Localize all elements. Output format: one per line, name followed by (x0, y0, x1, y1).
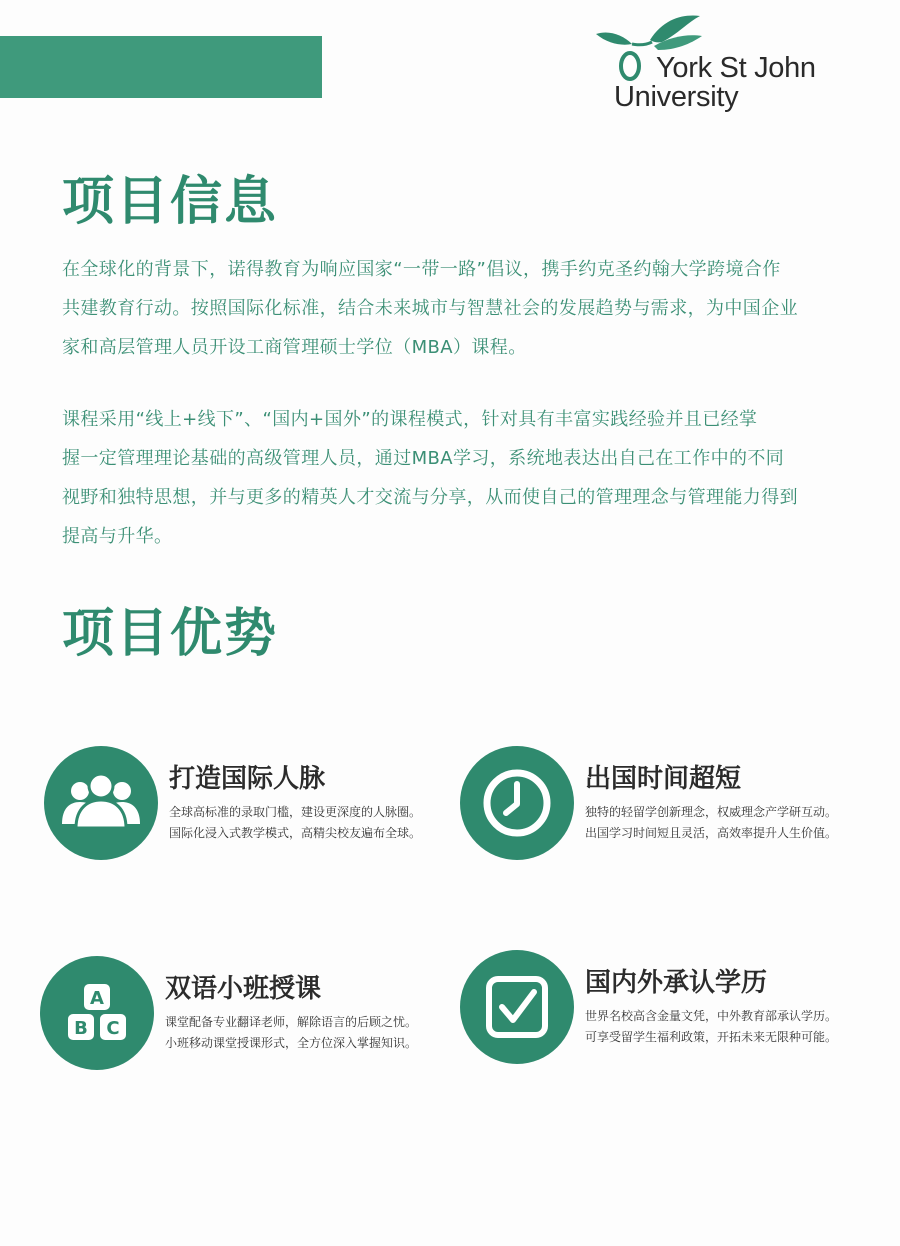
logo-wordmark (614, 54, 816, 112)
intro-paragraph-2 (62, 400, 842, 556)
paragraph-line: 提高与升华。 (62, 526, 173, 547)
project-info-title: 项目信息 (62, 172, 279, 232)
feature-title: 国内外承认学历 (585, 968, 768, 998)
feature-short-abroad-time (460, 746, 880, 866)
feature-line: 国际化浸入式教学模式，高精尖校友遍布全球。 (169, 826, 422, 840)
top-banner-bar (0, 36, 322, 98)
feature-description (165, 1012, 417, 1054)
project-info-body (62, 250, 842, 556)
feature-recognized-degree (460, 950, 880, 1070)
feature-description (585, 802, 837, 844)
feature-title: 出国时间超短 (585, 764, 742, 794)
paragraph-line: 家和高层管理人员开设工商管理硕士学位（MBA）课程。 (62, 337, 527, 358)
logo-name-line2: University (614, 81, 739, 113)
intro-paragraph-1 (62, 250, 842, 367)
feature-description (585, 1006, 837, 1048)
paragraph-line: 视野和独特思想，并与更多的精英人才交流与分享，从而使自己的管理理念与管理能力得到 (62, 487, 798, 508)
feature-title: 双语小班授课 (165, 974, 322, 1004)
paragraph-line: 在全球化的背景下，诺得教育为响应国家“一带一路”倡议，携手约克圣约翰大学跨境合作 (62, 259, 781, 280)
feature-line: 世界名校高含金量文凭，中外教育部承认学历。 (585, 1009, 838, 1023)
feature-line: 出国学习时间短且灵活，高效率提升人生价值。 (585, 826, 838, 840)
advantages-title: 项目优势 (62, 604, 279, 664)
svg-text:B: B (74, 1018, 88, 1039)
abc-blocks-icon (40, 956, 154, 1070)
svg-text:A: A (90, 988, 104, 1009)
feature-line: 独特的轻留学创新理念，权威理念产学研互动。 (585, 805, 838, 819)
feature-title: 打造国际人脉 (169, 764, 326, 794)
checkbox-icon (460, 950, 574, 1064)
feature-line: 可享受留学生福利政策，开拓未来无限种可能。 (585, 1030, 838, 1044)
clock-icon (460, 746, 574, 860)
svg-text:C: C (106, 1018, 120, 1039)
feature-international-network (44, 746, 464, 866)
feature-line: 课堂配备专业翻译老师，解除语言的后顾之忧。 (165, 1015, 418, 1029)
feature-line: 全球高标准的录取门槛，建设更深度的人脉圈。 (169, 805, 422, 819)
paragraph-line: 握一定管理理论基础的高级管理人员，通过MBA学习，系统地表达出自己在工作中的不同 (62, 448, 785, 469)
feature-bilingual-small-class (40, 956, 460, 1076)
paragraph-line: 共建教育行动。按照国际化标准，结合未来城市与智慧社会的发展趋势与需求，为中国企业 (62, 298, 798, 319)
university-logo (592, 12, 832, 130)
feature-line: 小班移动课堂授课形式，全方位深入掌握知识。 (165, 1036, 418, 1050)
people-icon (44, 746, 158, 860)
logo-name-line1: York St John (656, 52, 816, 84)
feature-description (169, 802, 421, 844)
paragraph-line: 课程采用“线上+线下”、“国内+国外”的课程模式，针对具有丰富实践经验并且已经掌 (62, 409, 758, 430)
